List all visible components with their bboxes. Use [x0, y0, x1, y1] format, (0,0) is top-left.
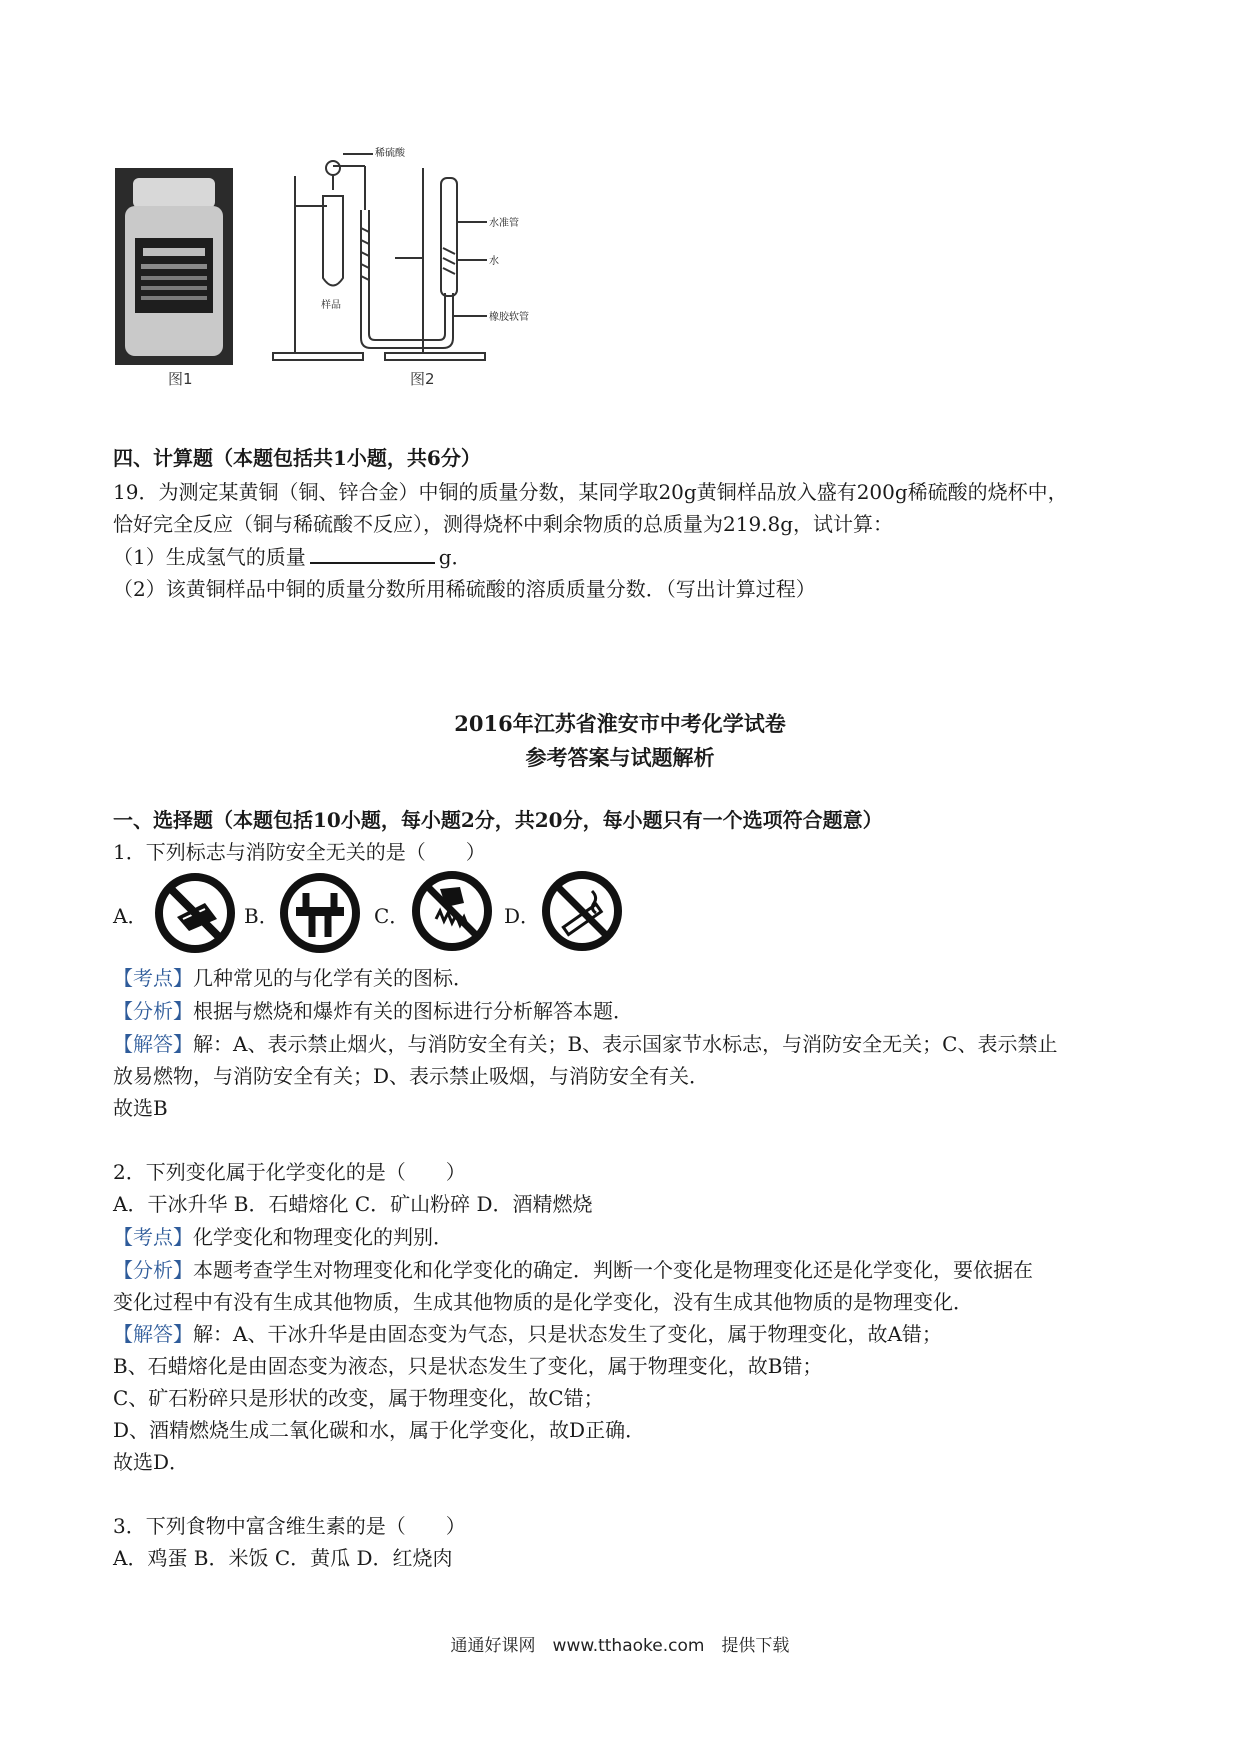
q1-kaodian	[113, 964, 473, 992]
q2-jieda-line-1	[113, 1320, 942, 1348]
q2-conclusion: 故选D．	[113, 1450, 190, 1474]
figure-1-caption: 图1	[168, 370, 193, 388]
water-saving-sign-icon	[278, 871, 362, 955]
q2-jieda-line-3: C、矿石粉碎只是形状的改变，属于物理变化，故C错；	[113, 1386, 604, 1410]
q19-sub-1-suffix: g．	[438, 545, 472, 569]
q3-stem: 3．下列食物中富含维生素的是（ ）	[113, 1514, 466, 1538]
q3-options: A．鸡蛋 B．米饭 C．黄瓜 D．红烧肉	[113, 1546, 453, 1570]
answer-title: 2016年江苏省淮安市中考化学试卷	[454, 711, 786, 736]
no-smoking-sign-icon	[540, 869, 624, 953]
figure-1-bottle-photo	[115, 168, 233, 365]
fig2-label-water-tube: 水准管	[489, 218, 519, 229]
q2-kaodian	[113, 1223, 453, 1251]
q1-option-b-label: B．	[244, 904, 279, 928]
q1-kaodian-text: 几种常见的与化学有关的图标．	[193, 966, 473, 990]
q2-fenxi-line-1	[113, 1256, 1033, 1284]
fig2-label-rubber-tube: 橡胶软管	[489, 312, 529, 323]
q2-kaodian-text: 化学变化和物理变化的判别．	[193, 1225, 453, 1249]
q1-option-d-label: D．	[504, 904, 541, 928]
figure-2-apparatus-diagram	[265, 148, 537, 368]
q19-sub-2: （2）该黄铜样品中铜的质量分数所用稀硫酸的溶质质量分数．（写出计算过程）	[113, 577, 816, 601]
q2-options: A．干冰升华 B．石蜡熔化 C．矿山粉碎 D．酒精燃烧	[113, 1192, 593, 1216]
q1-fenxi-text: 根据与燃烧和爆炸有关的图标进行分析解答本题．	[193, 999, 633, 1023]
fig2-label-sample: 样品	[321, 300, 341, 311]
fenxi-tag: 【分析】	[113, 1258, 193, 1282]
q1-stem: 1．下列标志与消防安全无关的是（ ）	[113, 840, 486, 864]
jieda-tag: 【解答】	[113, 1032, 193, 1056]
q2-jieda-line-2: B、石蜡熔化是由固态变为液态，只是状态发生了变化，属于物理变化，故B错；	[113, 1354, 823, 1378]
section-1-heading: 一、选择题（本题包括10小题，每小题2分，共20分，每小题只有一个选项符合题意）	[113, 808, 883, 832]
answer-subtitle: 参考答案与试题解析	[525, 745, 715, 770]
q1-option-c-label: C．	[374, 904, 410, 928]
q1-jieda-line-1	[113, 1030, 1057, 1058]
kaodian-tag: 【考点】	[113, 966, 193, 990]
section-4-heading: 四、计算题（本题包括共1小题，共6分）	[113, 446, 481, 470]
q19-line-2: 恰好完全反应（铜与稀硫酸不反应），测得烧杯中剩余物质的总质量为219.8g，试计算：	[113, 512, 894, 536]
q2-fenxi-text-1: 本题考查学生对物理变化和化学变化的确定．判断一个变化是物理变化还是化学变化，要依据在	[193, 1258, 1033, 1282]
q1-jieda-line-2: 放易燃物，与消防安全有关；D、表示禁止吸烟，与消防安全有关．	[113, 1064, 710, 1088]
q19-sub-1-prefix: （1）生成氢气的质量	[113, 545, 306, 569]
answer-blank	[310, 542, 435, 564]
q2-stem: 2．下列变化属于化学变化的是（ ）	[113, 1160, 466, 1184]
q1-jieda-text-1: 解：A、表示禁止烟火，与消防安全有关；B、表示国家节水标志，与消防安全无关；C、表示禁止	[193, 1032, 1058, 1056]
kaodian-tag: 【考点】	[113, 1225, 193, 1249]
jieda-tag: 【解答】	[113, 1322, 193, 1346]
fig2-label-water: 水	[489, 256, 499, 267]
fenxi-tag: 【分析】	[113, 999, 193, 1023]
fig2-label-acid: 稀硫酸	[375, 148, 405, 159]
no-flammables-sign-icon	[410, 869, 494, 953]
q1-conclusion: 故选B	[113, 1096, 168, 1120]
q19-sub-1	[113, 542, 472, 571]
q2-jieda-line-4: D、酒精燃烧生成二氧化碳和水，属于化学变化，故D正确．	[113, 1418, 646, 1442]
q2-fenxi-line-2: 变化过程中有没有生成其他物质，生成其他物质的是化学变化，没有生成其他物质的是物理变化．	[113, 1290, 973, 1314]
q1-option-a-label: A．	[113, 904, 148, 928]
q19-line-1: 19．为测定某黄铜（铜、锌合金）中铜的质量分数，某同学取20g黄铜样品放入盛有200g稀硫酸的烧杯中，	[113, 480, 1068, 504]
q2-jieda-text-1: 解：A、干冰升华是由固态变为气态，只是状态发生了变化，属于物理变化，故A错；	[193, 1322, 942, 1346]
q1-fenxi	[113, 997, 633, 1025]
page-footer: 通通好课网 www.tthaoke.com 提供下载	[450, 1636, 790, 1656]
no-fire-sign-icon	[153, 871, 237, 955]
figure-2-caption: 图2	[410, 370, 435, 388]
